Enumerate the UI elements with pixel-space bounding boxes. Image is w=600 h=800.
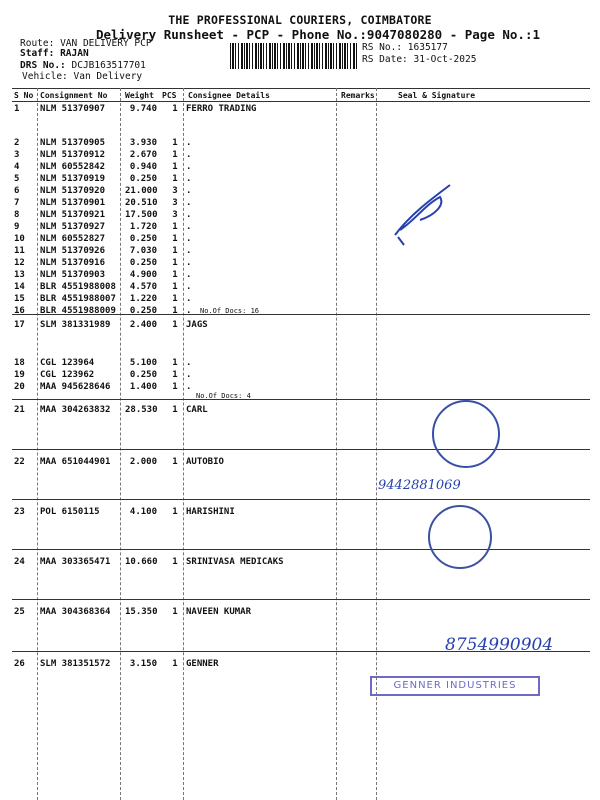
row-wt: 28.530	[125, 405, 158, 415]
row-consignee: .	[186, 162, 192, 172]
company-seal	[428, 505, 492, 569]
row-consignee: GENNER	[186, 659, 219, 669]
row-sno: 26	[14, 659, 25, 669]
row-pcs: 1	[172, 306, 178, 316]
company-stamp: GENNER INDUSTRIES	[370, 676, 540, 696]
row-wt: 7.030	[129, 246, 157, 256]
row-consignee: .	[186, 234, 192, 244]
row-wt: 0.250	[129, 174, 157, 184]
row-consignee: AUTOBIO	[186, 457, 224, 467]
column-header-seal: Seal & Signature	[398, 91, 476, 100]
row-sno: 13	[14, 270, 25, 280]
table-header-border	[12, 101, 590, 102]
row-consignee: .	[186, 358, 192, 368]
row-consignee: .	[186, 270, 192, 280]
row-cno: BLR 4551988008	[40, 282, 116, 292]
row-pcs: 1	[172, 358, 178, 368]
column-divider	[37, 88, 38, 800]
handwritten-phone: 8754990904	[445, 635, 554, 655]
signature-scribble	[390, 175, 470, 255]
row-pcs: 1	[172, 659, 178, 669]
row-cno: NLM 51370907	[40, 104, 106, 114]
row-cno: CGL 123964	[40, 358, 95, 368]
rs-date-line	[362, 54, 476, 65]
row-wt: 9.740	[129, 104, 157, 114]
row-sno: 21	[14, 405, 25, 415]
row-cno: CGL 123962	[40, 370, 95, 380]
row-pcs: 1	[172, 282, 178, 292]
row-consignee: .	[186, 306, 192, 316]
company-seal	[432, 400, 500, 468]
row-cno: NLM 51370916	[40, 258, 106, 268]
row-wt: 17.500	[125, 210, 158, 220]
rs-no-line	[362, 42, 448, 53]
row-consignee: SRINIVASA MEDICAKS	[186, 557, 284, 567]
row-pcs: 1	[172, 270, 178, 280]
row-cno: NLM 51370903	[40, 270, 106, 280]
staff-label: Staff:	[20, 48, 55, 59]
row-consignee: CARL	[186, 405, 208, 415]
column-divider	[183, 88, 184, 800]
row-sno: 18	[14, 358, 25, 368]
row-pcs: 1	[172, 405, 178, 415]
row-pcs: 1	[172, 507, 178, 517]
row-cno: BLR 4551988007	[40, 294, 116, 304]
row-sno: 22	[14, 457, 25, 467]
column-divider	[120, 88, 121, 800]
row-pcs: 1	[172, 294, 178, 304]
drs-line	[20, 60, 146, 71]
row-wt: 4.570	[129, 282, 157, 292]
row-consignee: .	[186, 210, 192, 220]
table-top-border	[12, 88, 590, 89]
row-cno: SLM 381331989	[40, 320, 111, 330]
group-separator	[12, 399, 590, 400]
row-consignee: .	[186, 370, 192, 380]
column-header-consignment: Consignment No	[40, 91, 108, 100]
route-value: VAN DELIVERY PCP	[60, 38, 152, 49]
row-wt: 0.250	[129, 234, 157, 244]
row-sno: 6	[14, 186, 20, 196]
row-sno: 15	[14, 294, 25, 304]
row-cno: MAA 304263832	[40, 405, 111, 415]
row-pcs: 1	[172, 258, 178, 268]
row-pcs: 1	[172, 162, 178, 172]
row-cno: NLM 51370920	[40, 186, 106, 196]
row-sno: 7	[14, 198, 20, 208]
row-pcs: 1	[172, 370, 178, 380]
row-sno: 12	[14, 258, 25, 268]
column-header-consignee: Consignee Details	[188, 91, 270, 100]
column-header-weight: Weight	[125, 91, 154, 100]
row-pcs: 3	[172, 186, 178, 196]
row-wt: 3.930	[129, 138, 157, 148]
row-wt: 0.940	[129, 162, 157, 172]
row-consignee: .	[186, 382, 192, 392]
row-pcs: 3	[172, 210, 178, 220]
row-wt: 0.250	[129, 370, 157, 380]
row-consignee: JAGS	[186, 320, 208, 330]
row-sno: 4	[14, 162, 20, 172]
row-pcs: 1	[172, 150, 178, 160]
row-consignee: .	[186, 282, 192, 292]
row-sno: 17	[14, 320, 25, 330]
row-wt: 0.250	[129, 306, 157, 316]
row-wt: 20.510	[125, 198, 158, 208]
row-cno: MAA 651044901	[40, 457, 111, 467]
column-header-remarks: Remarks	[341, 91, 375, 100]
row-consignee: .	[186, 222, 192, 232]
row-sno: 1	[14, 104, 20, 114]
row-consignee: .	[186, 138, 192, 148]
row-cno: MAA 945628646	[40, 382, 111, 392]
row-wt: 4.100	[129, 507, 157, 517]
vehicle-value: Van Delivery	[73, 71, 143, 82]
row-cno: NLM 60552842	[40, 162, 106, 172]
row-wt: 21.000	[125, 186, 158, 196]
row-wt: 2.670	[129, 150, 157, 160]
row-pcs: 1	[172, 246, 178, 256]
row-consignee: .	[186, 198, 192, 208]
group-separator	[12, 599, 590, 600]
row-sno: 8	[14, 210, 20, 220]
column-header-pcs: PCS	[162, 91, 177, 100]
handwritten-phone: 9442881069	[378, 478, 461, 493]
row-wt: 15.350	[125, 607, 158, 617]
row-cno: NLM 51370919	[40, 174, 106, 184]
drs-value: DCJB163517701	[71, 60, 146, 71]
row-consignee: .	[186, 246, 192, 256]
row-consignee: FERRO TRADING	[186, 104, 257, 114]
row-sno: 25	[14, 607, 25, 617]
row-consignee: .	[186, 174, 192, 184]
row-pcs: 1	[172, 104, 178, 114]
row-cno: NLM 51370926	[40, 246, 106, 256]
vehicle-label: Vehicle:	[22, 71, 68, 82]
row-wt: 5.100	[129, 358, 157, 368]
row-sno: 19	[14, 370, 25, 380]
barcode	[230, 43, 358, 69]
row-sno: 16	[14, 306, 25, 316]
row-pcs: 1	[172, 382, 178, 392]
row-sno: 23	[14, 507, 25, 517]
row-consignee: .	[186, 186, 192, 196]
row-cno: BLR 4551988009	[40, 306, 116, 316]
row-pcs: 1	[172, 607, 178, 617]
row-cno: MAA 303365471	[40, 557, 111, 567]
row-sno: 20	[14, 382, 25, 392]
row-wt: 2.000	[129, 457, 157, 467]
row-sno: 10	[14, 234, 25, 244]
row-wt: 4.900	[129, 270, 157, 280]
rs-no-value: 1635177	[407, 42, 448, 53]
group-separator	[12, 549, 590, 550]
row-pcs: 1	[172, 457, 178, 467]
row-cno: NLM 51370905	[40, 138, 106, 148]
docs-count-note: No.Of Docs: 16	[200, 307, 260, 315]
row-sno: 2	[14, 138, 20, 148]
row-sno: 9	[14, 222, 20, 232]
rs-date-label: RS Date:	[362, 54, 408, 65]
company-title: THE PROFESSIONAL COURIERS, COIMBATORE	[168, 13, 432, 27]
row-wt: 1.220	[129, 294, 157, 304]
row-wt: 10.660	[125, 557, 158, 567]
row-pcs: 3	[172, 198, 178, 208]
row-consignee: HARISHINI	[186, 507, 235, 517]
row-pcs: 1	[172, 222, 178, 232]
row-sno: 5	[14, 174, 20, 184]
row-cno: POL 6150115	[40, 507, 100, 517]
row-cno: SLM 381351572	[40, 659, 111, 669]
row-pcs: 1	[172, 557, 178, 567]
row-wt: 2.400	[129, 320, 157, 330]
rs-no-label: RS No.:	[362, 42, 403, 53]
row-consignee: .	[186, 294, 192, 304]
staff-value: RAJAN	[60, 48, 89, 59]
drs-label: DRS No.:	[20, 60, 66, 71]
row-wt: 3.150	[129, 659, 157, 669]
row-wt: 0.250	[129, 258, 157, 268]
docs-count-note: No.Of Docs: 4	[196, 392, 251, 400]
row-cno: MAA 304368364	[40, 607, 111, 617]
group-separator	[12, 449, 590, 450]
row-sno: 24	[14, 557, 25, 567]
staff-line	[20, 48, 89, 59]
row-consignee: .	[186, 258, 192, 268]
group-separator	[12, 499, 590, 500]
column-header-sno: S No	[14, 91, 34, 100]
runsheet-subtitle: Delivery Runsheet - PCP - Phone No.:9047080280 - Page No.:1	[96, 27, 541, 42]
row-sno: 14	[14, 282, 25, 292]
row-cno: NLM 51370927	[40, 222, 106, 232]
column-divider	[336, 88, 337, 800]
vehicle-line	[22, 71, 142, 82]
row-consignee: NAVEEN KUMAR	[186, 607, 252, 617]
row-pcs: 1	[172, 174, 178, 184]
row-wt: 1.400	[129, 382, 157, 392]
row-cno: NLM 51370921	[40, 210, 106, 220]
row-consignee: .	[186, 150, 192, 160]
row-cno: NLM 51370901	[40, 198, 106, 208]
row-pcs: 1	[172, 138, 178, 148]
row-sno: 3	[14, 150, 20, 160]
row-wt: 1.720	[129, 222, 157, 232]
row-cno: NLM 51370912	[40, 150, 106, 160]
row-pcs: 1	[172, 320, 178, 330]
row-cno: NLM 60552827	[40, 234, 106, 244]
route-label: Route:	[20, 38, 55, 49]
rs-date-value: 31-Oct-2025	[413, 54, 477, 65]
row-pcs: 1	[172, 234, 178, 244]
row-sno: 11	[14, 246, 25, 256]
